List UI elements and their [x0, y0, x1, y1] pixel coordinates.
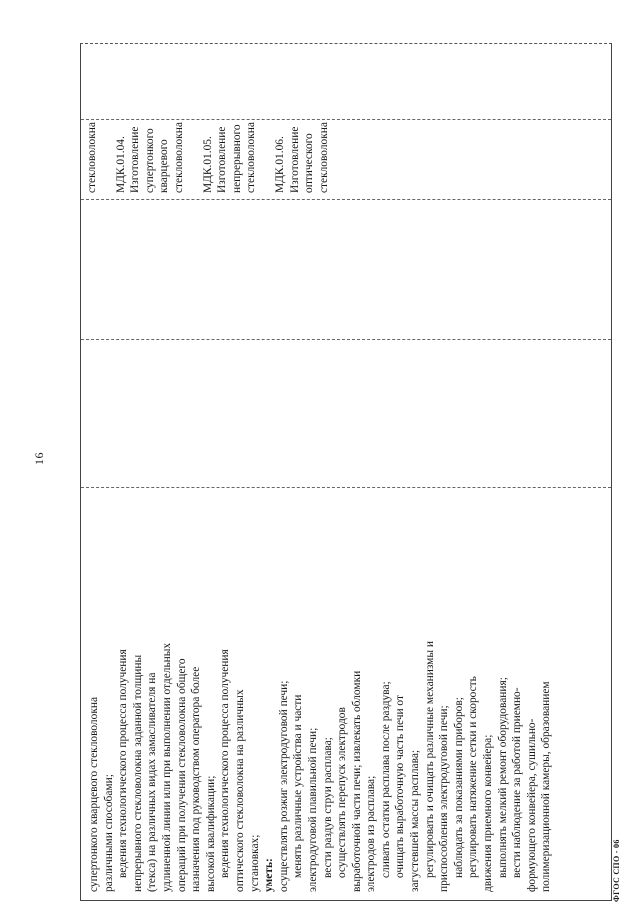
competency-table: [80, 43, 612, 901]
document-footer: ФГОС СПО - 06: [612, 839, 621, 902]
skill-line: выполнять мелкий ремонт оборудования;: [496, 677, 509, 878]
modules-cell: [81, 120, 611, 200]
spacer: [100, 124, 114, 193]
module-line: кварцевого: [158, 139, 171, 193]
skill-line: выработочной части печи; извлекать обломки: [350, 670, 363, 892]
skill-line: ведения технологического процесса получения: [219, 649, 232, 878]
skill-line: операций при получении стекловолокна общего: [175, 658, 188, 892]
skill-line: электродов из расплава;: [365, 775, 378, 892]
skill-line: оптического стекловолокна на различных: [233, 689, 246, 892]
skill-line: менять различные устройства и части: [292, 694, 305, 878]
module-line: стекловолокна: [245, 122, 258, 193]
spacer: [259, 124, 273, 193]
skill-line: сливать остатки расплава после раздува;: [379, 681, 392, 878]
skill-line: непрерывного стекловолокна заданной толщины: [131, 654, 144, 892]
module-line: супертонкого: [143, 128, 156, 193]
empty-cell-2: [81, 200, 611, 340]
module-line: стекловолокна: [172, 122, 185, 193]
skill-line: ведения технологического процесса получения: [117, 649, 130, 878]
skill-line: осуществлять розжиг электродуговой печи;: [277, 680, 290, 892]
page-number: 16: [32, 452, 46, 465]
section-heading: уметь:: [263, 858, 276, 892]
module-line: МДК.01.04.: [114, 136, 127, 193]
skill-line: установках;: [248, 834, 261, 892]
module-line: оптического: [303, 133, 316, 193]
empty-cell-3: [81, 42, 611, 120]
module-line: непрерывного: [230, 124, 243, 193]
skill-line: полимеризационной камеры, образованием: [540, 681, 553, 892]
module-line: стекловолокна: [86, 122, 98, 193]
spacer: [187, 124, 201, 193]
skill-line: приспособления электродуговой печи;: [438, 705, 451, 892]
skill-line: формующего конвейера, сушильно-: [525, 718, 538, 892]
skill-line: очищать выработочную часть печи от: [394, 695, 407, 878]
skill-line: назначения под руководством оператора более: [190, 666, 203, 892]
skill-line: электродуговой плавильной печи;: [306, 727, 319, 892]
skill-line: вести раздув струи расплава;: [321, 737, 334, 878]
skill-line: движения приемного конвейера;: [482, 734, 495, 892]
module-line: стекловолокна: [317, 122, 330, 193]
empty-cell-1: [81, 340, 611, 488]
module-line: МДК.01.05.: [201, 136, 214, 193]
skill-line: осуществлять перепуск электродов: [336, 707, 349, 878]
skill-line: регулировать натяжение сетки и скорость: [467, 676, 480, 878]
module-line: МДК.01.06.: [273, 136, 286, 193]
skill-line: различными способами;: [102, 774, 115, 892]
skill-line: регулировать и очищать различные механизмы и: [423, 641, 436, 878]
skill-line: загустевшей массы расплава;: [409, 749, 422, 892]
skill-line: вести наблюдение за работой приемно-: [511, 687, 524, 878]
skills-cell: [81, 488, 611, 900]
skill-line: удлиненной линии или при выполнении отдельных: [160, 642, 173, 892]
module-line: Изготовление: [129, 126, 142, 193]
module-line: Изготовление: [288, 126, 301, 193]
skill-line: наблюдать за показаниями приборов;: [452, 697, 465, 878]
skill-line: (текса) на различных видах замасливателя на: [146, 672, 159, 892]
skill-line: супертонкого кварцевого стекловолокна: [88, 696, 100, 892]
module-line: Изготовление: [216, 126, 229, 193]
skill-line: высокой квалификации;: [204, 775, 217, 892]
